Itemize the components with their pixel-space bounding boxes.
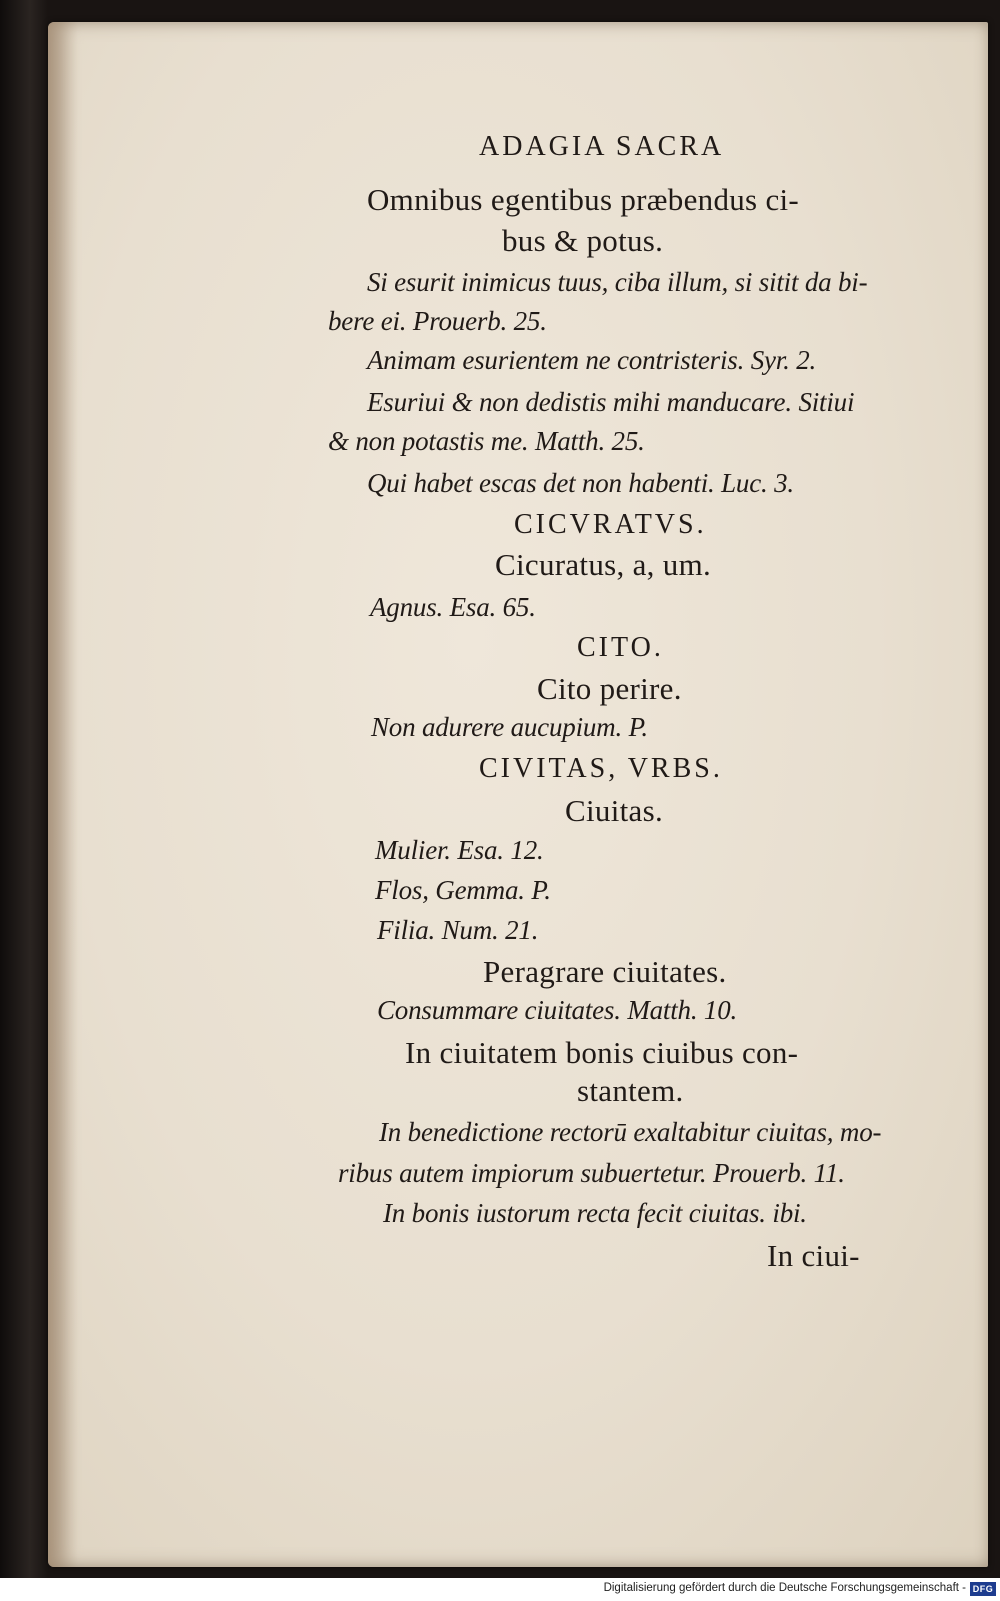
text-line: Si esurit inimicus tuus, ciba illum, si sitit da bi- bbox=[367, 267, 868, 297]
heading-line: stantem. bbox=[577, 1073, 684, 1108]
heading-line: Omnibus egentibus præbendus ci- bbox=[367, 182, 800, 217]
text-line: Non adurere aucupium. P. bbox=[371, 712, 648, 742]
footer-credit: Digitalisierung gefördert durch die Deutsche Forschungsgemeinschaft - bbox=[603, 1582, 966, 1594]
heading-line: Ciuitas. bbox=[565, 793, 663, 828]
heading-line: bus & potus. bbox=[502, 223, 664, 258]
text-line: Animam esurientem ne contristeris. Syr. 2. bbox=[367, 345, 817, 375]
running-head: ADAGIA SACRA bbox=[479, 131, 725, 162]
text-line: In benedictione rectorū exaltabitur ciuitas, mo- bbox=[379, 1117, 882, 1147]
heading-line: Cicuratus, a, um. bbox=[495, 547, 712, 582]
text-line: Consummare ciuitates. Matth. 10. bbox=[377, 995, 738, 1025]
section-heading: CITO. bbox=[577, 632, 664, 663]
dfg-logo: DFG bbox=[970, 1582, 996, 1596]
text-line: ribus autem impiorum subuertetur. Prouerb. 11. bbox=[338, 1158, 845, 1188]
text-line: In bonis iustorum recta fecit ciuitas. ibi. bbox=[383, 1198, 807, 1228]
text-line: Mulier. Esa. 12. bbox=[375, 835, 544, 865]
section-heading: CIVITAS, VRBS. bbox=[479, 753, 723, 784]
book-page bbox=[48, 22, 988, 1567]
text-line: bere ei. Prouerb. 25. bbox=[328, 306, 547, 336]
heading-line: In ciuitatem bonis ciuibus con- bbox=[405, 1035, 799, 1070]
text-line: Flos, Gemma. P. bbox=[375, 875, 551, 905]
text-line: Esuriui & non dedistis mihi manducare. Sitiui bbox=[367, 387, 855, 417]
heading-line: Peragrare ciuitates. bbox=[483, 954, 727, 989]
section-heading: CICVRATVS. bbox=[514, 509, 707, 540]
text-line: & non potastis me. Matth. 25. bbox=[328, 426, 645, 456]
catchword: In ciui- bbox=[767, 1238, 860, 1273]
text-line: Qui habet escas det non habenti. Luc. 3. bbox=[367, 468, 794, 498]
digitization-footer bbox=[0, 1578, 1000, 1601]
text-line: Filia. Num. 21. bbox=[377, 915, 539, 945]
heading-line: Cito perire. bbox=[537, 671, 682, 706]
text-line: Agnus. Esa. 65. bbox=[370, 592, 536, 622]
